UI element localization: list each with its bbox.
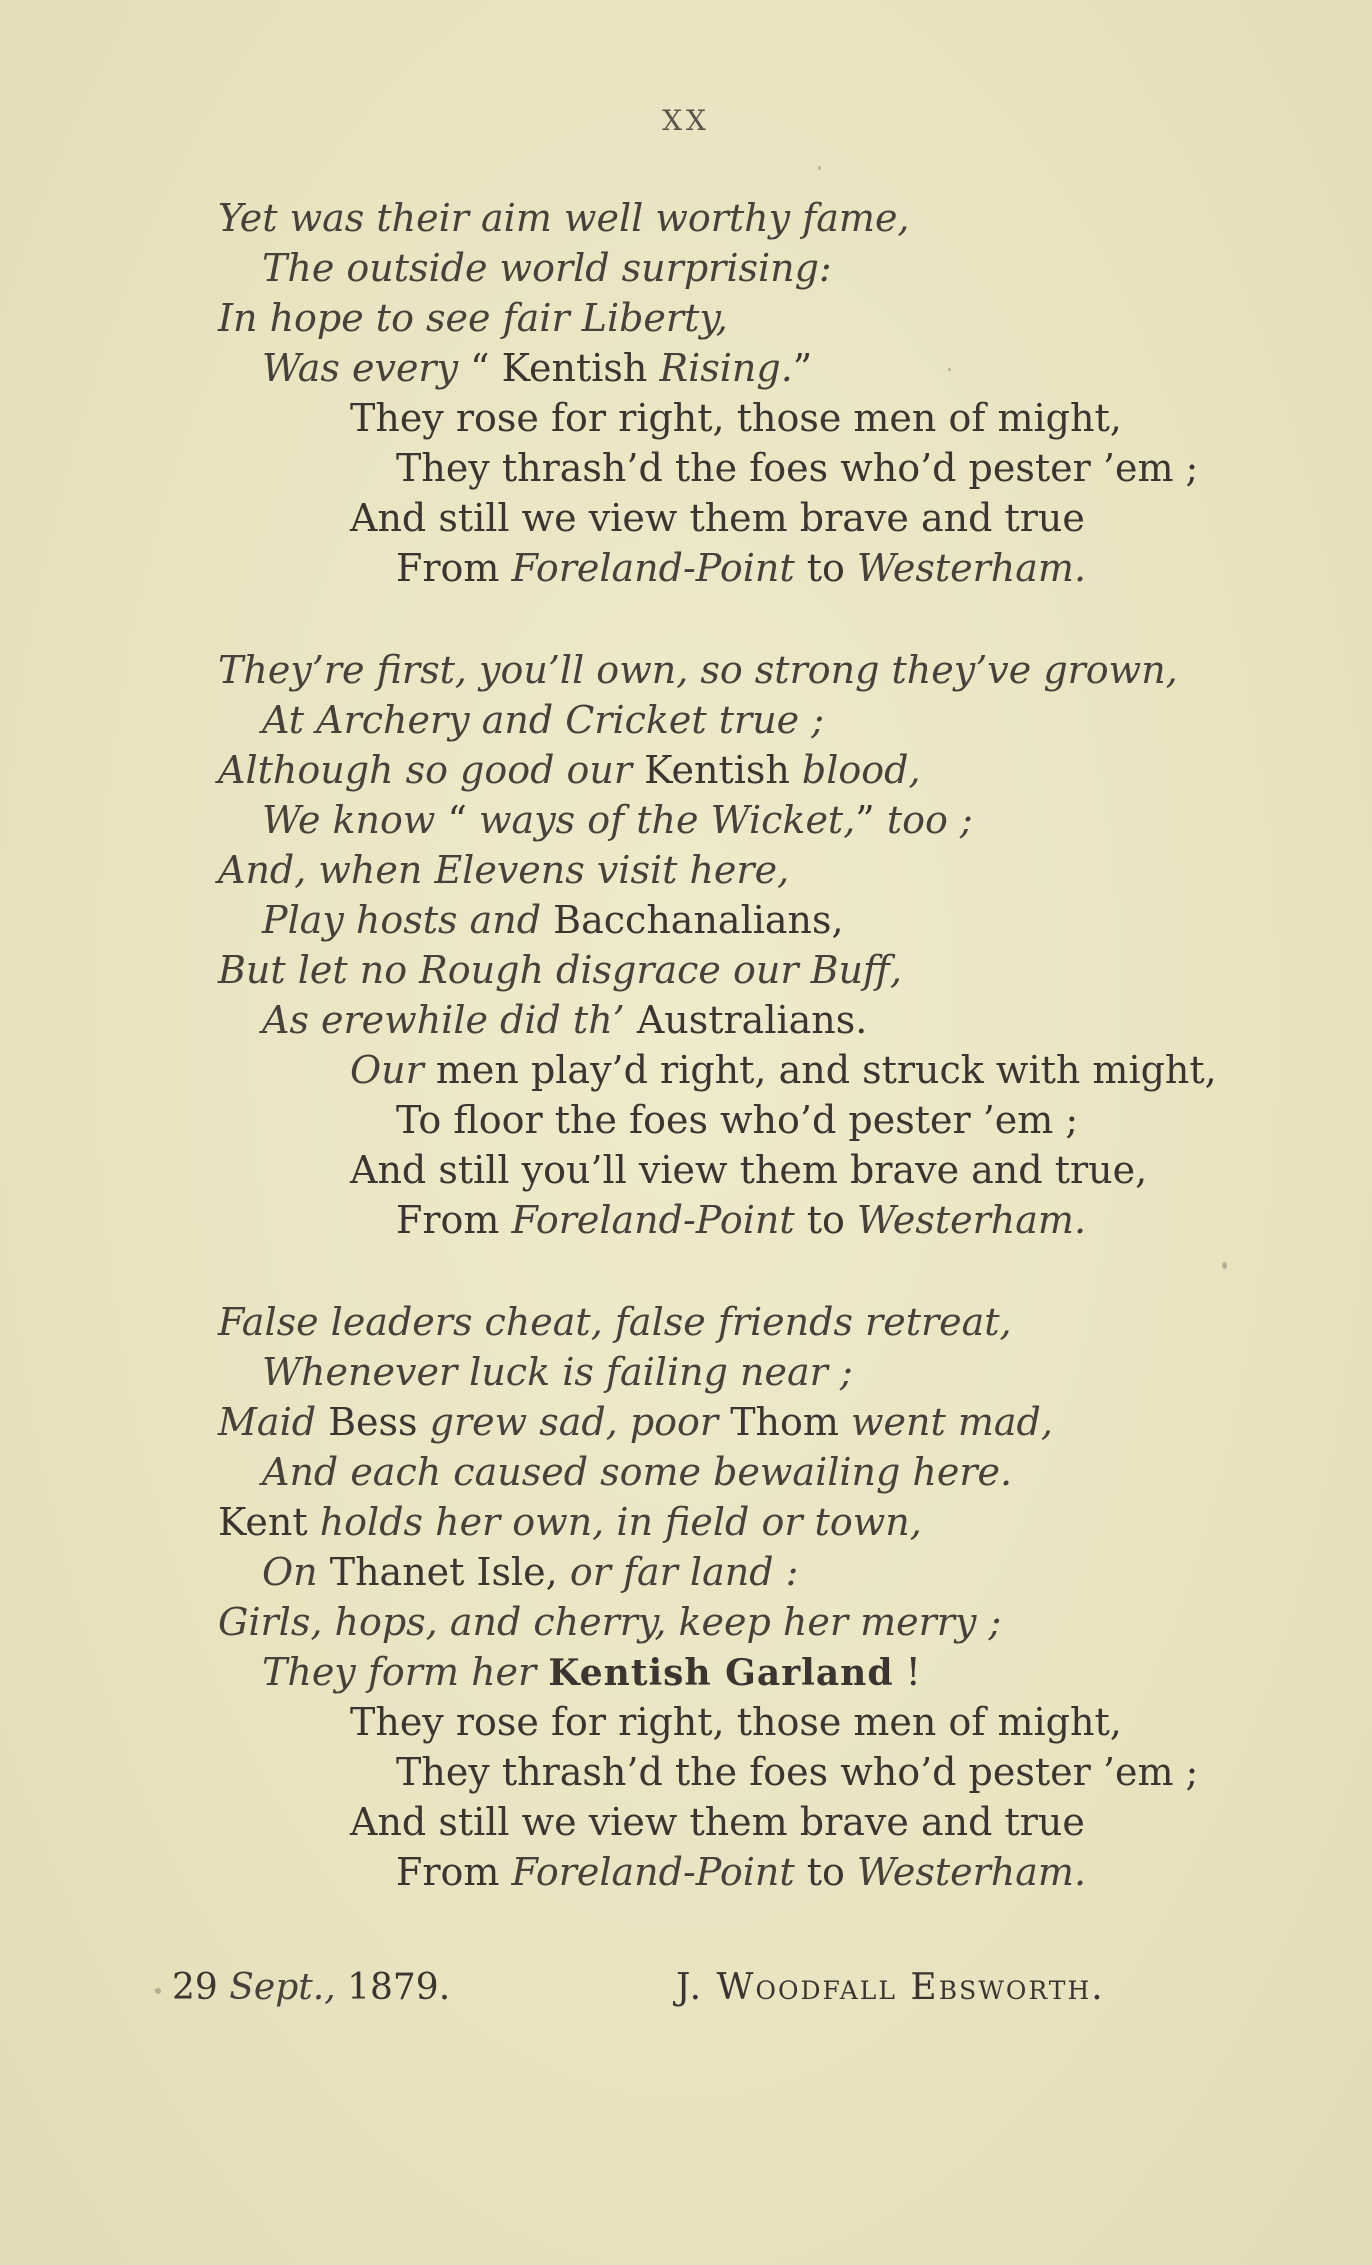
italic-text: And, when Elevens visit here, [218,848,790,892]
verse-line [218,745,921,795]
verse-line [396,443,1198,493]
print-speck [818,166,821,170]
roman-text: From [396,1850,512,1894]
print-speck [155,1988,161,1994]
verse-line [218,1297,1012,1347]
roman-text: To floor the foes who’d pester ’em ; [396,1098,1079,1142]
italic-text: grew sad, poor [429,1400,719,1444]
italic-text: Whenever luck is failing near ; [262,1350,853,1394]
verse-line [262,1447,1012,1497]
roman-text: ” [792,346,813,390]
italic-text: Our [350,1048,424,1092]
verse-line [350,393,1122,443]
blackletter-text: Kentish Garland [548,1652,894,1694]
roman-text: “ Kentish [458,346,660,390]
signature-line [0,1967,1372,2023]
roman-text: They rose for right, those men of might, [350,396,1122,440]
verse-line [262,795,973,845]
verse-line [262,243,832,293]
italic-text: On [262,1550,318,1594]
verse-line [350,1145,1147,1195]
italic-text: ways of the Wicket, [479,798,856,842]
roman-text: From [396,1198,512,1242]
verse-line [262,1547,798,1597]
italic-text: went mad, [851,1400,1053,1444]
signature-month: Sept., [229,1967,336,2008]
roman-text: And still you’ll view them brave and true, [350,1148,1148,1192]
roman-text: Kent [218,1500,320,1544]
verse-line [218,845,789,895]
signature-date [172,1967,450,2008]
verse-line [350,493,1085,543]
italic-text: Although so good our [218,748,633,792]
verse-line [262,1647,921,1697]
signature-day: 29 [172,1967,230,2008]
italic-text: We know [262,798,436,842]
verse-line [350,1697,1122,1747]
roman-text: Bess [316,1400,430,1444]
roman-text: to [794,546,857,590]
italic-text: Foreland-Point [511,1850,795,1894]
italic-text: In hope to see fair Liberty, [218,296,728,340]
roman-text: And still we view them brave and true [350,496,1085,540]
roman-text: Bacchanalians, [541,898,844,942]
verse-line [218,945,902,995]
verse-line [396,543,1086,593]
roman-text: Thanet Isle, [317,1550,570,1594]
roman-text: Australians. [624,998,868,1042]
italic-text: holds her own, in field or town, [319,1500,922,1544]
verse-line [396,1847,1086,1897]
roman-text: And still we view them brave and true [350,1800,1085,1844]
italic-text: Was every [262,346,459,390]
verse-line [218,1397,1053,1447]
verse-line [350,1797,1085,1847]
italic-text: or far land : [569,1550,799,1594]
italic-text: Rising. [659,346,793,390]
roman-text: to [794,1850,857,1894]
verse-line [262,695,824,745]
roman-text: ! [893,1650,921,1694]
roman-text: From [396,546,512,590]
italic-text: Foreland-Point [511,1198,795,1242]
italic-text: Westerham. [856,1850,1087,1894]
italic-text: As erewhile did th’ [262,998,625,1042]
verse-line [218,1497,922,1547]
verse-line [218,193,910,243]
print-speck [948,368,951,371]
italic-text: And each caused some bewailing here. [262,1450,1013,1494]
verse-line [262,1347,853,1397]
italic-text: At Archery and Cricket true ; [262,698,825,742]
verse-line [218,293,728,343]
roman-text: They thrash’d the foes who’d pester ’em ; [396,446,1199,490]
verse-line [218,645,1178,695]
italic-text: Girls, hops, and cherry, keep her merry ; [218,1600,1002,1644]
roman-text: They rose for right, those men of might, [350,1700,1122,1744]
verse-line [350,1045,1217,1095]
italic-text: blood, [801,748,921,792]
verse-line [262,995,867,1045]
italic-text: Westerham. [856,1198,1087,1242]
italic-text: too ; [886,798,973,842]
print-speck [1222,1262,1227,1269]
signature-author: J. Woodfall Ebsworth. [676,1967,1105,2008]
verse-line [396,1747,1198,1797]
verse-line [396,1195,1086,1245]
roman-text: ” [855,798,887,842]
signature-year: 1879. [335,1967,451,2008]
italic-text: They form her [262,1650,549,1694]
italic-text: False leaders cheat, false friends retreat, [218,1300,1012,1344]
roman-text: to [794,1198,857,1242]
page-number: XX [662,104,710,137]
verse-line [262,343,812,393]
roman-text: “ [435,798,480,842]
verse-line [218,1597,1001,1647]
roman-text: They thrash’d the foes who’d pester ’em ; [396,1750,1199,1794]
italic-text: They’re first, you’ll own, so strong they’ve grown, [218,648,1178,692]
italic-text: Foreland-Point [511,546,795,590]
italic-text: The outside world surprising: [262,246,832,290]
roman-text: Thom [718,1400,851,1444]
italic-text: Yet was their aim well worthy fame, [218,196,910,240]
italic-text: Maid [218,1400,317,1444]
roman-text: men play’d right, and struck with might, [423,1048,1217,1092]
verse-line [396,1095,1078,1145]
roman-text: Kentish [632,748,802,792]
italic-text: But let no Rough disgrace our Buff, [218,948,902,992]
italic-text: Westerham. [856,546,1087,590]
verse-line [262,895,844,945]
italic-text: Play hosts and [262,898,542,942]
